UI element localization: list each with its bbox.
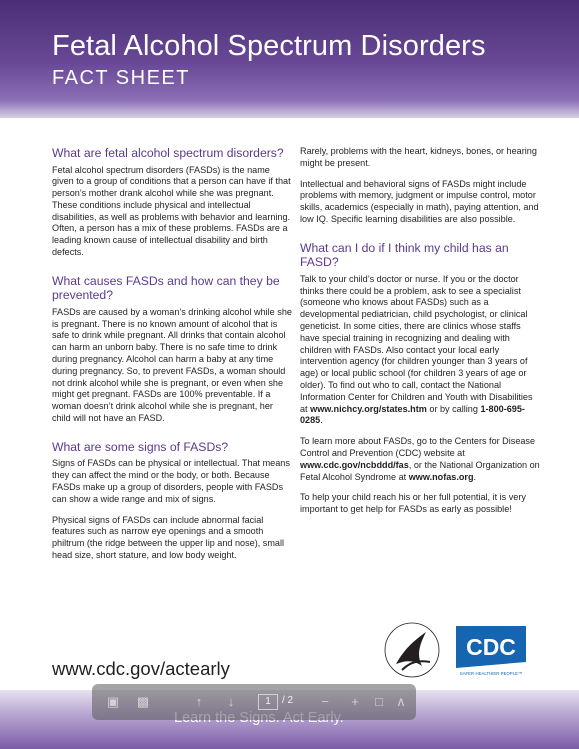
current-page-input[interactable]: 1 [258,694,278,710]
paragraph: To help your child reach his or her full potential, it is very important to get help for FASDs as early as possible! [300,492,526,515]
nofas-link[interactable]: www.nofas.org [408,471,474,482]
right-column [300,146,542,525]
paragraph: Fetal alcohol spectrum disorders (FASDs) is the name given to a group of conditions that a person can have if that person’s mother drank alcohol while she was pregnant. These conditions include physical and intellectual disabilities, as well as problems with behavior and learning. Often, a person has a mix of these problems. FASDs are a leading known cause of intellectual disability and birth defects. [52,164,291,258]
paragraph: Physical signs of FASDs can include abnormal facial features such as narrow eye openings and a smooth philtrum (the ridge between the upper lip and nose), small head size, short stature, and low body weight. [52,514,285,560]
page-down-icon[interactable]: ↓ [227,694,235,709]
page-up-icon[interactable]: ↑ [195,694,203,709]
section-heading: What are fetal alcohol spectrum disorders? [52,146,284,160]
paragraph: FASDs are caused by a woman’s drinking alcohol while she is pregnant. There is no known amount of alcohol that is safe to drink while pregnant. All drinks that contain alcohol can harm an unborn baby. There is no safe time to drink during pregnancy. Alcohol can harm a baby at any time during pregnancy. So, to prevent FASDs, a woman should not drink alcohol while she is pregnant, or even when she might get pregnant. FASDs are 100% preventable. If a woman doesn’t drink alcohol while she is pregnant, her child will not have an FASD. [52,306,292,424]
left-column [52,146,292,571]
header-banner [0,0,579,118]
paragraph: Rarely, problems with the heart, kidneys, bones, or hearing might be present. [300,146,537,168]
fit-page-icon[interactable]: □ [375,694,383,709]
section-heading: What can I do if I think my child has an FASD? [300,240,509,270]
footer-url[interactable]: www.cdc.gov/actearly [52,658,230,679]
paragraph: Signs of FASDs can be physical or intellectual. That means they can affect the mind or the body, or both. Because FASDs make up a group of disorders, people with FASDs can show a wide range and mix of signs. [52,458,290,504]
logos [382,618,532,680]
phone-number: 1-800-695-0285 [300,403,525,426]
cdc-fas-link[interactable]: www.cdc.gov/ncbddd/fas [300,459,409,470]
paragraph: Talk to your child’s doctor or nurse. If you or the doctor thinks there could be a problem, ask to see a specialist (someone who knows about FASDs) such as a developmental pediatrician, child psychologist, or clinical geneticist. In some cities, there are clinics whose staffs have special training in recognizing and dealing with children with FASDs. Also contact your local early intervention agency (for children younger than 3 years of age) or local public school (for children 3 years of age or older). To find out who to call, contact the National Information Center for Children and Youth with Disabilities at www.nichcy.org/states.htm or by calling 1-800-695-0285. [300,273,533,426]
pdf-viewer-toolbar [92,684,416,720]
sign-icon[interactable]: ∧ [396,694,406,709]
page-indicator [258,694,298,710]
page-title: Fetal Alcohol Spectrum Disorders [52,30,486,62]
cdc-logo-text: CDC [466,634,516,660]
paragraph: To learn more about FASDs, go to the Centers for Disease Control and Prevention (CDC) website at www.cdc.gov/ncbddd/fas, or the National Organization on Fetal Alcohol Syndrome at www.nofas.org. [300,436,540,482]
nichcy-link[interactable]: www.nichcy.org/states.htm [310,403,427,414]
save-icon[interactable]: ▣ [106,694,120,709]
cdc-logo-sub: SAFER·HEALTHIER·PEOPLE™ [459,671,523,676]
total-pages: / 2 [282,695,294,706]
section-heading: What are some signs of FASDs? [52,439,229,454]
section-heading: What causes FASDs and how can they be prevented? [52,273,280,303]
zoom-in-icon[interactable]: + [351,694,359,709]
paragraph: Intellectual and behavioral signs of FASDs might include problems with memory, judgment or impulse control, motor skills, academics (especially in math), paying attention, and low IQ. Specific learning disabilities are also possible. [300,178,539,224]
page-subtitle: FACT SHEET [52,67,190,89]
print-icon[interactable]: ▩ [136,694,150,709]
hhs-seal-icon [382,620,446,680]
cdc-logo-icon [454,622,528,678]
zoom-out-icon[interactable]: − [321,694,329,709]
